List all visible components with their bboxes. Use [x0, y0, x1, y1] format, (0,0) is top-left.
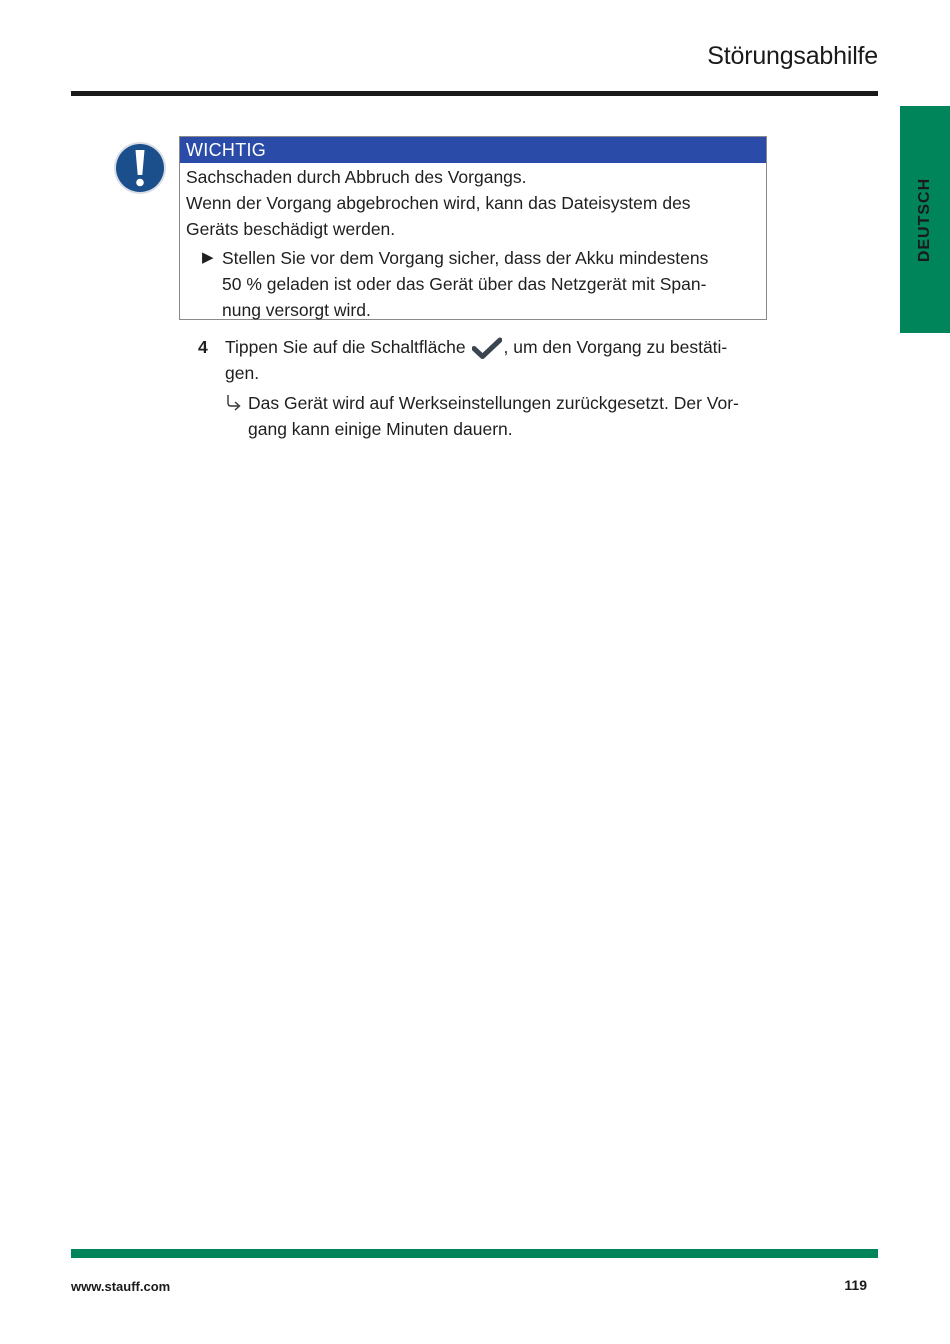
page-number: 119 [844, 1277, 867, 1293]
exclamation-mandatory-icon [113, 141, 167, 195]
result-line: gang kann einige Minuten dauern. [248, 419, 513, 439]
notice-line: Wenn der Vorgang abgebrochen wird, kann das Dateisystem des [186, 193, 691, 213]
language-side-tab [900, 106, 950, 333]
step-line: gen. [225, 363, 260, 383]
instruction-step [198, 334, 778, 442]
bullet-arrow-icon: ▶ [202, 249, 214, 266]
notice-line: Sachschaden durch Abbruch des Vorgangs. [186, 167, 527, 187]
notice-bullet [186, 245, 760, 323]
bullet-line: 50 % geladen ist oder das Gerät über das Netzgerät mit Span- [222, 274, 707, 294]
step-result [198, 390, 778, 442]
checkmark-icon [472, 337, 502, 359]
footer-website-link[interactable]: www.stauff.com [71, 1279, 171, 1294]
step-text-before: Tippen Sie auf die Schaltfläche [225, 337, 466, 357]
result-arrow-icon [225, 394, 243, 412]
bullet-line: Stellen Sie vor dem Vorgang sicher, dass der Akku mindestens [222, 248, 709, 268]
bullet-line: nung versorgt wird. [222, 300, 371, 320]
header-rule [71, 91, 878, 96]
notice-line: Geräts beschädigt werden. [186, 219, 396, 239]
result-line: Das Gerät wird auf Werkseinstellungen zurückgesetzt. Der Vor- [248, 393, 739, 413]
step-line [225, 334, 778, 360]
important-notice [179, 136, 767, 320]
step-text-after: , um den Vorgang zu bestäti- [503, 337, 728, 357]
step-text [198, 334, 778, 386]
step-number: 4 [198, 337, 208, 357]
page-title: Störungsabhilfe [707, 42, 878, 70]
footer-rule [71, 1249, 878, 1258]
language-side-tab-label: DEUTSCH [916, 177, 933, 262]
notice-label: WICHTIG [180, 137, 766, 163]
notice-body [180, 163, 766, 323]
